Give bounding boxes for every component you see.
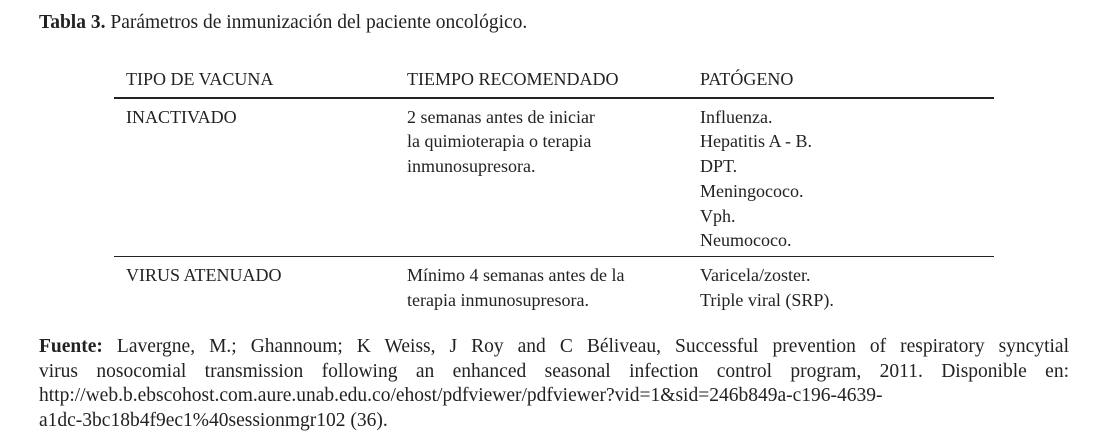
source-line: http://web.b.ebscohost.com.aure.unab.edu.co/ehost/pdfviewer/pdfviewer?vid=1&sid=246b849a-c196-4639- [39,385,883,407]
immunization-table [114,64,994,317]
cell-tipo-text: INACTIVADO [126,106,237,127]
table-caption [39,11,527,35]
table-row [114,257,994,317]
cell-tipo [114,105,407,256]
cell-tiempo-line: Mínimo 4 semanas antes de la [407,265,625,285]
header-tipo-de-vacuna: TIPO DE VACUNA [126,69,274,89]
source-note [39,335,1069,433]
cell-patogeno-line: Triple viral (SRP). [700,289,834,310]
cell-tipo [114,263,407,317]
cell-patogeno [700,263,994,317]
source-text: Lavergne, M.; Ghannoum; K Weiss, J Roy and C Béliveau, Successful prevention of respiratory syncytial [102,336,1069,357]
cell-patogeno [700,105,994,256]
cell-tiempo [407,263,700,317]
cell-patogeno-line: DPT. [700,156,738,177]
cell-patogeno-line: Meningococo. [700,180,804,201]
cell-tiempo-line: la quimioterapia o terapia [407,131,592,152]
cell-tiempo [407,105,700,256]
source-line: virus nosocomial transmission following an enhanced seasonal infection control program, 2011. Disponible en: [39,360,1069,382]
caption-text: Parámetros de inmunización del paciente oncológico. [105,12,528,33]
header-patogeno: PATÓGENO [700,69,794,89]
table-header-row [114,64,994,97]
cell-patogeno-line: Neumococo. [700,230,792,251]
cell-tiempo-line: terapia inmunosupresora. [407,289,589,310]
table-row [114,99,994,256]
cell-tipo-text: VIRUS ATENUADO [126,265,282,285]
cell-tiempo-line: inmunosupresora. [407,156,536,177]
source-line: a1dc-3bc18b4f9ec1%40sessionmgr102 (36). [39,409,388,431]
cell-patogeno-line: Influenza. [700,106,773,127]
cell-patogeno-line: Vph. [700,205,736,226]
caption-label: Tabla 3. [39,12,106,33]
header-tiempo-recomendado: TIEMPO RECOMENDADO [407,69,619,89]
cell-patogeno-line: Hepatitis A - B. [700,131,812,152]
cell-tiempo-line: 2 semanas antes de iniciar [407,106,595,127]
source-label: Fuente: [39,336,103,357]
source-line [39,335,1069,360]
cell-patogeno-line: Varicela/zoster. [700,265,811,285]
